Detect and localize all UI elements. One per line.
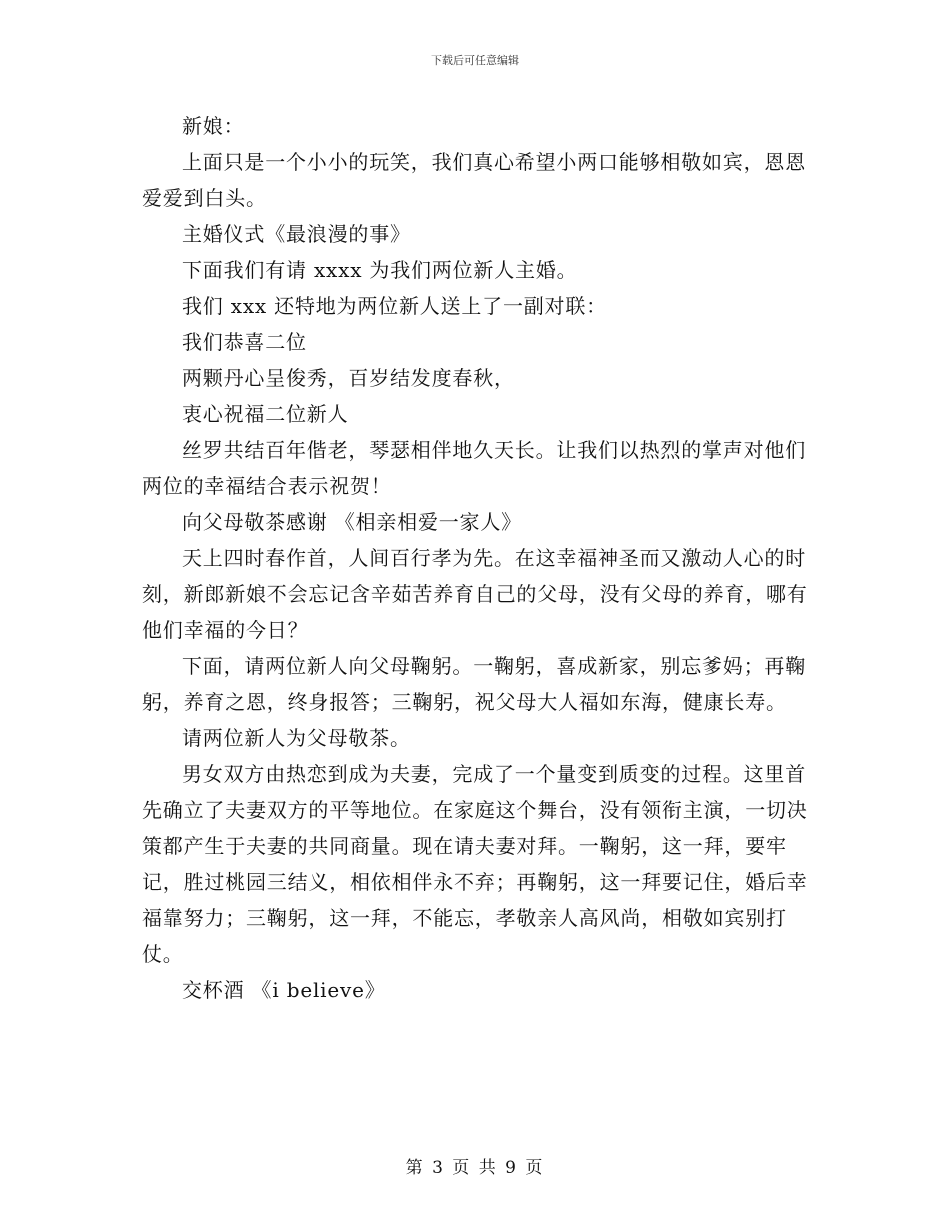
paragraph-applause: 丝罗共结百年偕老，琴瑟相伴地久天长。让我们以热烈的掌声对他们两位的幸福结合表示祝贺！ <box>142 438 806 498</box>
page-header: 下载后可任意编辑 <box>431 54 519 67</box>
paragraph-filial-piety: 天上四时春作首，人间百行孝为先。在这幸福神圣而又激动人心的时刻，新郎新娘不会忘记含辛茹苦养育自己的父母，没有父母的养育，哪有他们幸福的今日？ <box>142 546 808 642</box>
document-body <box>142 108 810 1008</box>
paragraph-joke-note: 上面只是一个小小的玩笑，我们真心希望小两口能够相敬如宾，恩恩爱爱到白头。 <box>142 150 806 210</box>
paragraph-serve-tea: 请两位新人为父母敬茶。 <box>182 726 411 750</box>
paragraph-tea-heading: 向父母敬茶感谢 《相亲相爱一家人》 <box>182 510 522 534</box>
paragraph-couple-bow: 男女双方由热恋到成为夫妻，完成了一个量变到质变的过程。这里首先确立了夫妻双方的平等地位。在家庭这个舞台，没有领衔主演，一切决策都产生于夫妻的共同商量。现在请夫妻对拜。一鞠躬，这一拜，要牢记，胜过桃园三结义，相依相伴永不弃；再鞠躬，这一拜要记住，婚后幸福靠努力；三鞠躬，这一拜，不能忘，孝敬亲人高风尚，相敬如宾别打仗。 <box>142 762 808 966</box>
paragraph-couplet-intro: 我们 xxx 还特地为两位新人送上了一副对联： <box>182 294 607 318</box>
page-number: 第 3 页 共 9 页 <box>405 1158 545 1178</box>
paragraph-blessing: 衷心祝福二位新人 <box>182 402 349 426</box>
paragraph-bride-label: 新娘： <box>182 114 245 138</box>
paragraph-congratulate: 我们恭喜二位 <box>182 330 307 354</box>
paragraph-couplet-line: 两颗丹心呈俊秀，百岁结发度春秋， <box>182 366 515 390</box>
paragraph-wine-heading: 交杯酒 《i believe》 <box>182 978 386 1002</box>
paragraph-ceremony-heading: 主婚仪式《最浪漫的事》 <box>182 222 411 246</box>
paragraph-invite-officiant: 下面我们有请 xxxx 为我们两位新人主婚。 <box>182 258 578 282</box>
paragraph-bow-parents: 下面，请两位新人向父母鞠躬。一鞠躬，喜成新家，别忘爹妈；再鞠躬，养育之恩，终身报答；三鞠躬，祝父母大人福如东海，健康长寿。 <box>142 654 806 714</box>
